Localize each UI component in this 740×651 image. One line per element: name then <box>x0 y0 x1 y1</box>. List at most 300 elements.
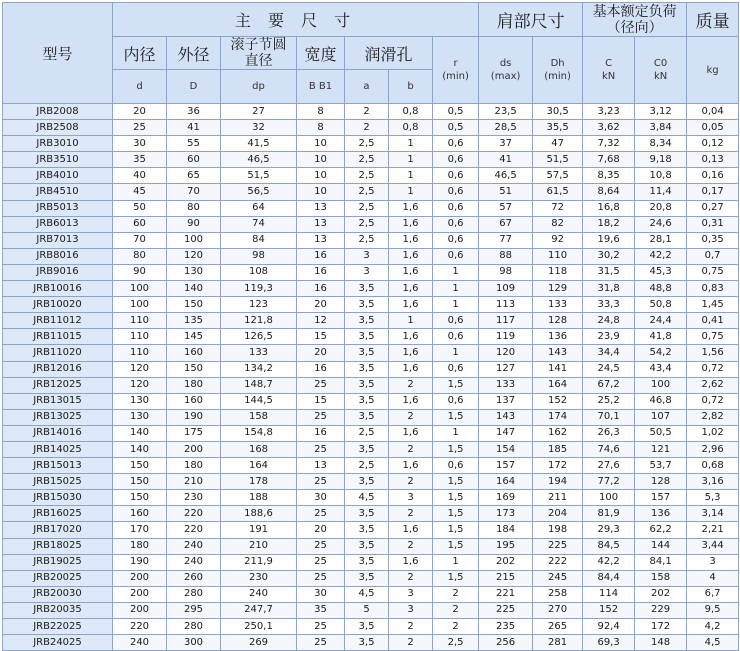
cell-lube-b: 2 <box>389 570 433 586</box>
cell-outer-d: 200 <box>167 441 221 457</box>
cell-outer-d: 220 <box>167 506 221 522</box>
cell-mass-kg: 0,27 <box>687 200 739 216</box>
table-row <box>3 602 739 618</box>
table-row <box>3 506 739 522</box>
cell-pitch-dp: 148,7 <box>221 377 297 393</box>
cell-lube-b: 2 <box>389 377 433 393</box>
cell-mass-kg: 4,5 <box>687 635 739 651</box>
header-dh-symbol: Dh <box>550 58 565 69</box>
cell-pitch-dp: 121,8 <box>221 313 297 329</box>
cell-ds-max: 256 <box>479 635 533 651</box>
cell-lube-a: 3,5 <box>345 297 389 313</box>
cell-lube-b: 1 <box>389 184 433 200</box>
cell-outer-d: 55 <box>167 136 221 152</box>
cell-c0-stat: 50,5 <box>635 425 687 441</box>
cell-dh-min: 198 <box>533 522 583 538</box>
cell-model: JRB14016 <box>3 425 113 441</box>
cell-model: JRB17020 <box>3 522 113 538</box>
cell-c-dyn: 7,32 <box>583 136 635 152</box>
cell-c0-stat: 172 <box>635 619 687 635</box>
cell-r-min: 1 <box>433 264 479 280</box>
cell-model: JRB19025 <box>3 554 113 570</box>
cell-lube-a: 2,5 <box>345 168 389 184</box>
cell-mass-kg: 0,05 <box>687 120 739 136</box>
cell-dh-min: 164 <box>533 377 583 393</box>
cell-c0-stat: 3,12 <box>635 104 687 120</box>
cell-r-min: 0,6 <box>433 361 479 377</box>
cell-c-dyn: 8,35 <box>583 168 635 184</box>
cell-width-b: 10 <box>297 152 345 168</box>
cell-mass-kg: 0,35 <box>687 232 739 248</box>
cell-ds-max: 225 <box>479 602 533 618</box>
header-r-unit: (min) <box>442 71 469 82</box>
cell-inner-d: 140 <box>113 425 167 441</box>
cell-inner-d: 120 <box>113 377 167 393</box>
cell-width-b: 25 <box>297 570 345 586</box>
cell-dh-min: 225 <box>533 538 583 554</box>
cell-inner-d: 100 <box>113 281 167 297</box>
cell-pitch-dp: 84 <box>221 232 297 248</box>
cell-c-dyn: 92,4 <box>583 619 635 635</box>
cell-lube-b: 1,6 <box>389 361 433 377</box>
cell-model: JRB18025 <box>3 538 113 554</box>
cell-mass-kg: 5,3 <box>687 490 739 506</box>
cell-model: JRB10020 <box>3 297 113 313</box>
cell-c-dyn: 23,9 <box>583 329 635 345</box>
cell-inner-d: 110 <box>113 345 167 361</box>
cell-lube-b: 1 <box>389 152 433 168</box>
cell-dh-min: 174 <box>533 409 583 425</box>
cell-pitch-dp: 27 <box>221 104 297 120</box>
cell-model: JRB9016 <box>3 264 113 280</box>
cell-model: JRB20030 <box>3 586 113 602</box>
cell-lube-b: 1 <box>389 313 433 329</box>
cell-outer-d: 150 <box>167 361 221 377</box>
cell-dh-min: 162 <box>533 425 583 441</box>
cell-lube-b: 3 <box>389 490 433 506</box>
cell-width-b: 25 <box>297 409 345 425</box>
cell-ds-max: 164 <box>479 474 533 490</box>
cell-mass-kg: 0,7 <box>687 248 739 264</box>
cell-lube-a: 2,5 <box>345 136 389 152</box>
cell-c0-stat: 128 <box>635 474 687 490</box>
cell-inner-d: 40 <box>113 168 167 184</box>
spec-table-container <box>2 2 738 648</box>
cell-outer-d: 220 <box>167 522 221 538</box>
cell-c0-stat: 202 <box>635 586 687 602</box>
header-c-unit: kN <box>601 71 616 82</box>
cell-c0-stat: 3,84 <box>635 120 687 136</box>
cell-r-min: 0,6 <box>433 329 479 345</box>
cell-mass-kg: 1,45 <box>687 297 739 313</box>
cell-r-min: 2 <box>433 619 479 635</box>
cell-pitch-dp: 108 <box>221 264 297 280</box>
cell-lube-b: 1 <box>389 136 433 152</box>
cell-ds-max: 127 <box>479 361 533 377</box>
cell-inner-d: 100 <box>113 297 167 313</box>
cell-model: JRB13015 <box>3 393 113 409</box>
cell-c0-stat: 42,2 <box>635 248 687 264</box>
cell-mass-kg: 0,72 <box>687 361 739 377</box>
cell-dh-min: 35,5 <box>533 120 583 136</box>
header-sym-b: b <box>389 70 433 104</box>
header-kg: kg <box>687 37 739 104</box>
cell-outer-d: 240 <box>167 538 221 554</box>
table-row <box>3 216 739 232</box>
cell-r-min: 1 <box>433 297 479 313</box>
cell-ds-max: 157 <box>479 458 533 474</box>
cell-c0-stat: 100 <box>635 377 687 393</box>
header-ds-max <box>479 37 533 104</box>
cell-width-b: 15 <box>297 329 345 345</box>
table-row <box>3 522 739 538</box>
cell-lube-a: 3,5 <box>345 393 389 409</box>
cell-model: JRB7013 <box>3 232 113 248</box>
cell-dh-min: 258 <box>533 586 583 602</box>
cell-ds-max: 195 <box>479 538 533 554</box>
cell-inner-d: 110 <box>113 313 167 329</box>
cell-ds-max: 120 <box>479 345 533 361</box>
header-main-dimensions: 主 要 尺 寸 <box>113 3 479 37</box>
cell-model: JRB15013 <box>3 458 113 474</box>
cell-lube-b: 1,6 <box>389 232 433 248</box>
header-mass: 质量 <box>687 3 739 37</box>
cell-ds-max: 28,5 <box>479 120 533 136</box>
cell-r-min: 0,5 <box>433 120 479 136</box>
cell-dh-min: 211 <box>533 490 583 506</box>
cell-lube-b: 2 <box>389 474 433 490</box>
cell-inner-d: 25 <box>113 120 167 136</box>
cell-dh-min: 270 <box>533 602 583 618</box>
table-row <box>3 490 739 506</box>
header-lube-hole: 润滑孔 <box>345 37 433 70</box>
table-row <box>3 329 739 345</box>
cell-mass-kg: 0,04 <box>687 104 739 120</box>
cell-pitch-dp: 126,5 <box>221 329 297 345</box>
cell-lube-b: 1 <box>389 168 433 184</box>
cell-c-dyn: 30,2 <box>583 248 635 264</box>
cell-dh-min: 185 <box>533 441 583 457</box>
cell-inner-d: 60 <box>113 216 167 232</box>
cell-c-dyn: 67,2 <box>583 377 635 393</box>
header-ds-unit: (max) <box>490 71 521 82</box>
header-dh-min <box>533 37 583 104</box>
cell-lube-a: 2,5 <box>345 200 389 216</box>
cell-c0-stat: 46,8 <box>635 393 687 409</box>
cell-outer-d: 135 <box>167 313 221 329</box>
cell-width-b: 25 <box>297 619 345 635</box>
cell-lube-b: 2 <box>389 506 433 522</box>
cell-lube-a: 3 <box>345 264 389 280</box>
cell-lube-a: 3,5 <box>345 345 389 361</box>
cell-ds-max: 51 <box>479 184 533 200</box>
cell-pitch-dp: 41,5 <box>221 136 297 152</box>
cell-outer-d: 190 <box>167 409 221 425</box>
cell-r-min: 0,6 <box>433 216 479 232</box>
cell-lube-a: 3,5 <box>345 281 389 297</box>
cell-c-dyn: 25,2 <box>583 393 635 409</box>
cell-lube-a: 3,5 <box>345 329 389 345</box>
cell-lube-a: 2 <box>345 120 389 136</box>
header-basic-load-rating: 基本额定负荷（径向） <box>583 3 687 37</box>
cell-lube-b: 1,6 <box>389 329 433 345</box>
cell-ds-max: 143 <box>479 409 533 425</box>
cell-width-b: 25 <box>297 538 345 554</box>
cell-c-dyn: 24,5 <box>583 361 635 377</box>
cell-c0-stat: 8,34 <box>635 136 687 152</box>
cell-c-dyn: 33,3 <box>583 297 635 313</box>
cell-ds-max: 23,5 <box>479 104 533 120</box>
cell-mass-kg: 3 <box>687 554 739 570</box>
cell-width-b: 25 <box>297 554 345 570</box>
cell-r-min: 1,5 <box>433 474 479 490</box>
cell-c-dyn: 84,5 <box>583 538 635 554</box>
cell-dh-min: 128 <box>533 313 583 329</box>
cell-lube-a: 3,5 <box>345 506 389 522</box>
cell-dh-min: 110 <box>533 248 583 264</box>
cell-dh-min: 129 <box>533 281 583 297</box>
table-row <box>3 104 739 120</box>
cell-c0-stat: 24,4 <box>635 313 687 329</box>
cell-lube-b: 1,6 <box>389 281 433 297</box>
cell-c0-stat: 45,3 <box>635 264 687 280</box>
cell-inner-d: 140 <box>113 441 167 457</box>
cell-dh-min: 143 <box>533 345 583 361</box>
cell-ds-max: 88 <box>479 248 533 264</box>
cell-lube-a: 4,5 <box>345 586 389 602</box>
cell-outer-d: 120 <box>167 248 221 264</box>
header-sym-a: a <box>345 70 389 104</box>
table-row <box>3 441 739 457</box>
cell-outer-d: 280 <box>167 619 221 635</box>
cell-inner-d: 130 <box>113 393 167 409</box>
header-sym-B: B B1 <box>297 70 345 104</box>
cell-inner-d: 90 <box>113 264 167 280</box>
cell-ds-max: 215 <box>479 570 533 586</box>
cell-ds-max: 37 <box>479 136 533 152</box>
cell-mass-kg: 1,02 <box>687 425 739 441</box>
cell-ds-max: 184 <box>479 522 533 538</box>
cell-r-min: 1,5 <box>433 570 479 586</box>
cell-outer-d: 36 <box>167 104 221 120</box>
cell-model: JRB12025 <box>3 377 113 393</box>
cell-c0-stat: 229 <box>635 602 687 618</box>
table-row <box>3 570 739 586</box>
cell-pitch-dp: 134,2 <box>221 361 297 377</box>
cell-c0-stat: 148 <box>635 635 687 651</box>
cell-model: JRB11020 <box>3 345 113 361</box>
cell-inner-d: 30 <box>113 136 167 152</box>
cell-c0-stat: 144 <box>635 538 687 554</box>
cell-c-dyn: 8,64 <box>583 184 635 200</box>
header-r-min <box>433 37 479 104</box>
cell-inner-d: 150 <box>113 490 167 506</box>
cell-c0-stat: 24,6 <box>635 216 687 232</box>
cell-r-min: 0,6 <box>433 248 479 264</box>
header-r-symbol: r <box>453 58 458 69</box>
cell-dh-min: 265 <box>533 619 583 635</box>
cell-c-dyn: 29,3 <box>583 522 635 538</box>
cell-mass-kg: 4 <box>687 570 739 586</box>
cell-ds-max: 113 <box>479 297 533 313</box>
table-row <box>3 345 739 361</box>
cell-inner-d: 50 <box>113 200 167 216</box>
cell-ds-max: 235 <box>479 619 533 635</box>
cell-lube-a: 3,5 <box>345 441 389 457</box>
cell-lube-a: 5 <box>345 602 389 618</box>
cell-r-min: 2 <box>433 602 479 618</box>
cell-inner-d: 220 <box>113 619 167 635</box>
cell-dh-min: 82 <box>533 216 583 232</box>
cell-mass-kg: 0,68 <box>687 458 739 474</box>
cell-pitch-dp: 188 <box>221 490 297 506</box>
cell-width-b: 25 <box>297 506 345 522</box>
cell-mass-kg: 9,5 <box>687 602 739 618</box>
cell-dh-min: 92 <box>533 232 583 248</box>
cell-model: JRB2008 <box>3 104 113 120</box>
table-header <box>3 3 739 104</box>
cell-inner-d: 180 <box>113 538 167 554</box>
cell-dh-min: 136 <box>533 329 583 345</box>
cell-outer-d: 65 <box>167 168 221 184</box>
cell-dh-min: 141 <box>533 361 583 377</box>
cell-pitch-dp: 123 <box>221 297 297 313</box>
cell-model: JRB5013 <box>3 200 113 216</box>
cell-mass-kg: 0,75 <box>687 264 739 280</box>
cell-lube-a: 3,5 <box>345 619 389 635</box>
cell-lube-b: 1,6 <box>389 393 433 409</box>
cell-pitch-dp: 210 <box>221 538 297 554</box>
cell-c0-stat: 158 <box>635 570 687 586</box>
cell-inner-d: 20 <box>113 104 167 120</box>
cell-model: JRB3510 <box>3 152 113 168</box>
cell-c0-stat: 62,2 <box>635 522 687 538</box>
cell-inner-d: 80 <box>113 248 167 264</box>
cell-width-b: 16 <box>297 281 345 297</box>
cell-r-min: 1,5 <box>433 441 479 457</box>
cell-lube-b: 1,6 <box>389 425 433 441</box>
cell-ds-max: 67 <box>479 216 533 232</box>
cell-mass-kg: 0,12 <box>687 136 739 152</box>
cell-width-b: 15 <box>297 393 345 409</box>
cell-pitch-dp: 64 <box>221 200 297 216</box>
cell-model: JRB3010 <box>3 136 113 152</box>
cell-width-b: 25 <box>297 474 345 490</box>
cell-width-b: 16 <box>297 425 345 441</box>
cell-c-dyn: 81,9 <box>583 506 635 522</box>
cell-pitch-dp: 164 <box>221 458 297 474</box>
cell-model: JRB11015 <box>3 329 113 345</box>
cell-dh-min: 194 <box>533 474 583 490</box>
cell-dh-min: 72 <box>533 200 583 216</box>
cell-width-b: 13 <box>297 458 345 474</box>
cell-outer-d: 230 <box>167 490 221 506</box>
cell-ds-max: 137 <box>479 393 533 409</box>
cell-pitch-dp: 51,5 <box>221 168 297 184</box>
cell-outer-d: 295 <box>167 602 221 618</box>
cell-model: JRB4010 <box>3 168 113 184</box>
cell-ds-max: 202 <box>479 554 533 570</box>
cell-lube-a: 2,5 <box>345 425 389 441</box>
cell-ds-max: 154 <box>479 441 533 457</box>
table-row <box>3 264 739 280</box>
cell-c-dyn: 26,3 <box>583 425 635 441</box>
cell-dh-min: 222 <box>533 554 583 570</box>
cell-pitch-dp: 188,6 <box>221 506 297 522</box>
cell-pitch-dp: 269 <box>221 635 297 651</box>
cell-c-dyn: 24,8 <box>583 313 635 329</box>
cell-mass-kg: 0,75 <box>687 329 739 345</box>
cell-ds-max: 109 <box>479 281 533 297</box>
cell-c0-stat: 10,8 <box>635 168 687 184</box>
header-shoulder-dimensions: 肩部尺寸 <box>479 3 583 37</box>
cell-r-min: 1,5 <box>433 506 479 522</box>
cell-lube-a: 3 <box>345 248 389 264</box>
cell-r-min: 1 <box>433 554 479 570</box>
cell-pitch-dp: 168 <box>221 441 297 457</box>
cell-r-min: 0,6 <box>433 393 479 409</box>
cell-dh-min: 51,5 <box>533 152 583 168</box>
table-row <box>3 361 739 377</box>
cell-lube-a: 3,5 <box>345 635 389 651</box>
cell-outer-d: 160 <box>167 393 221 409</box>
cell-lube-b: 2 <box>389 635 433 651</box>
cell-r-min: 1,5 <box>433 409 479 425</box>
cell-lube-b: 1,6 <box>389 345 433 361</box>
cell-mass-kg: 0,31 <box>687 216 739 232</box>
cell-c-dyn: 31,5 <box>583 264 635 280</box>
cell-dh-min: 152 <box>533 393 583 409</box>
cell-mass-kg: 1,56 <box>687 345 739 361</box>
cell-ds-max: 147 <box>479 425 533 441</box>
cell-model: JRB4510 <box>3 184 113 200</box>
cell-outer-d: 140 <box>167 281 221 297</box>
cell-model: JRB11012 <box>3 313 113 329</box>
cell-model: JRB12016 <box>3 361 113 377</box>
cell-inner-d: 150 <box>113 474 167 490</box>
cell-c-dyn: 69,3 <box>583 635 635 651</box>
cell-outer-d: 240 <box>167 554 221 570</box>
cell-inner-d: 190 <box>113 554 167 570</box>
cell-lube-a: 3,5 <box>345 409 389 425</box>
cell-c0-stat: 48,8 <box>635 281 687 297</box>
cell-width-b: 16 <box>297 264 345 280</box>
cell-pitch-dp: 119,3 <box>221 281 297 297</box>
cell-width-b: 30 <box>297 490 345 506</box>
table-body <box>3 104 739 651</box>
cell-c-dyn: 18,2 <box>583 216 635 232</box>
table-row <box>3 120 739 136</box>
table-row <box>3 554 739 570</box>
cell-c0-stat: 136 <box>635 506 687 522</box>
cell-width-b: 16 <box>297 248 345 264</box>
cell-r-min: 1,5 <box>433 522 479 538</box>
cell-mass-kg: 6,7 <box>687 586 739 602</box>
cell-ds-max: 77 <box>479 232 533 248</box>
cell-dh-min: 118 <box>533 264 583 280</box>
cell-width-b: 35 <box>297 602 345 618</box>
cell-r-min: 1 <box>433 425 479 441</box>
cell-inner-d: 130 <box>113 409 167 425</box>
cell-pitch-dp: 178 <box>221 474 297 490</box>
cell-ds-max: 46,5 <box>479 168 533 184</box>
cell-lube-b: 1,6 <box>389 458 433 474</box>
cell-lube-a: 3,5 <box>345 313 389 329</box>
cell-width-b: 13 <box>297 200 345 216</box>
cell-ds-max: 57 <box>479 200 533 216</box>
cell-c0-stat: 11,4 <box>635 184 687 200</box>
cell-outer-d: 160 <box>167 345 221 361</box>
